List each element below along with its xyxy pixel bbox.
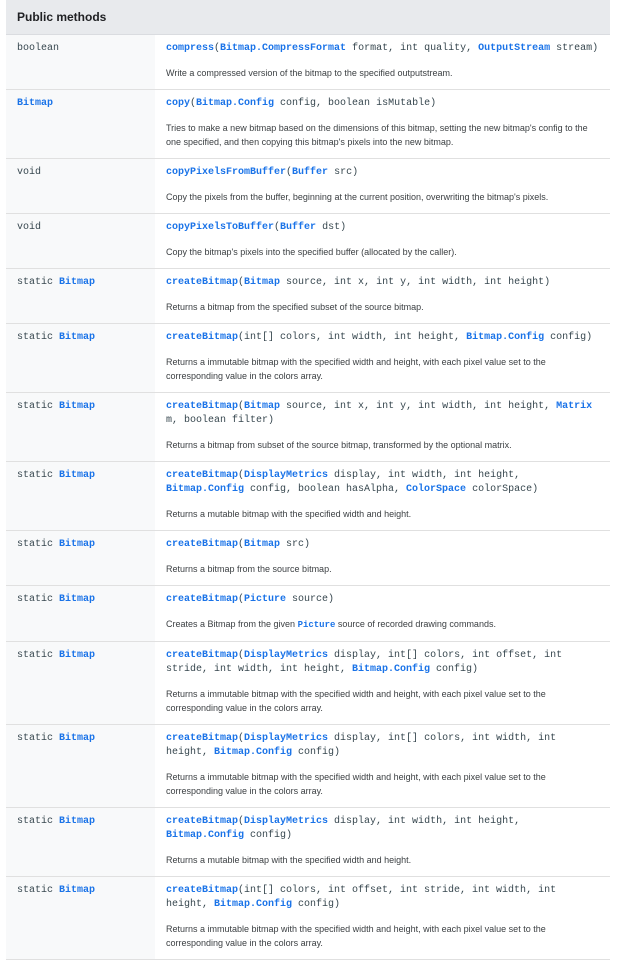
method-description [166, 853, 602, 867]
method-description [166, 507, 602, 521]
method-cell [155, 808, 610, 876]
description-text: Returns a bitmap from subset of the source bitmap, transformed by the optional matrix. [166, 440, 512, 450]
return-type-cell [6, 214, 155, 268]
signature-link[interactable]: Picture [244, 594, 287, 605]
method-signature [166, 42, 602, 56]
description-text: Returns a bitmap from the specified subset of the source bitmap. [166, 302, 424, 312]
description-text: Returns a mutable bitmap with the specified width and height. [166, 855, 412, 865]
method-description [166, 355, 602, 383]
method-description [166, 617, 602, 632]
method-cell [155, 214, 610, 268]
method-signature [166, 732, 602, 760]
description-link[interactable]: Picture [297, 620, 336, 630]
signature-link[interactable]: Bitmap.Config [196, 98, 275, 109]
signature-link[interactable]: Bitmap.Config [166, 830, 245, 841]
signature-link[interactable]: createBitmap [166, 277, 239, 288]
signature-link[interactable]: copyPixelsToBuffer [166, 222, 275, 233]
signature-text: source, int x, int y, int width, int height) [280, 277, 551, 288]
table-row [6, 642, 610, 725]
return-type-text: static [17, 332, 60, 343]
signature-link[interactable]: ColorSpace [406, 484, 467, 495]
table-row [6, 808, 610, 877]
method-description [166, 66, 602, 80]
signature-link[interactable]: createBitmap [166, 733, 239, 744]
signature-text: ( [238, 470, 245, 481]
method-description [166, 121, 602, 149]
signature-text: config) [292, 899, 341, 910]
signature-text: config) [430, 664, 479, 675]
method-signature [166, 469, 602, 497]
signature-text: ( [238, 277, 245, 288]
table-row [6, 214, 610, 269]
method-description [166, 562, 602, 576]
signature-text: source, int x, int y, int width, int height, [280, 401, 557, 412]
description-text: Tries to make a new bitmap based on the dimensions of this bitmap, setting the new bitmap's config to the one specified, and then copying this bitmap's pixels into the new bitmap. [166, 123, 588, 147]
signature-text: dst) [316, 222, 347, 233]
return-type-cell [6, 35, 155, 89]
return-type-text: static [17, 401, 60, 412]
return-type-link[interactable]: Bitmap [59, 650, 96, 661]
table-row [6, 35, 610, 90]
return-type-text: static [17, 470, 60, 481]
signature-text: config) [544, 332, 593, 343]
signature-link[interactable]: Bitmap [244, 277, 281, 288]
return-type-cell [6, 808, 155, 876]
signature-text: ( [190, 98, 197, 109]
signature-link[interactable]: OutputStream [478, 43, 551, 54]
method-description [166, 687, 602, 715]
signature-link[interactable]: Bitmap.Config [214, 747, 293, 758]
signature-link[interactable]: Bitmap [244, 539, 281, 550]
method-signature [166, 649, 602, 677]
description-text: Returns a immutable bitmap with the specified width and height, with each pixel value set to the corresponding value in the colors array. [166, 772, 546, 796]
signature-text: (int[] colors, int offset, int stride, int width, int height, [166, 885, 557, 910]
return-type-cell [6, 877, 155, 959]
signature-text: stream) [550, 43, 599, 54]
signature-link[interactable]: DisplayMetrics [244, 733, 329, 744]
signature-link[interactable]: Bitmap.Config [466, 332, 545, 343]
signature-link[interactable]: createBitmap [166, 650, 239, 661]
signature-text: src) [280, 539, 311, 550]
signature-text: format, int quality, [346, 43, 479, 54]
signature-link[interactable]: copyPixelsFromBuffer [166, 167, 287, 178]
method-signature [166, 884, 602, 912]
signature-link[interactable]: Buffer [292, 167, 329, 178]
description-text: Write a compressed version of the bitmap to the specified outputstream. [166, 68, 453, 78]
signature-link[interactable]: Bitmap.Config [214, 899, 293, 910]
return-type-cell [6, 462, 155, 530]
return-type-link[interactable]: Bitmap [59, 594, 96, 605]
signature-text: ( [286, 167, 293, 178]
signature-text: display, int width, int height, [328, 470, 521, 481]
signature-text: display, int width, int height, [328, 816, 521, 827]
signature-text: ( [214, 43, 221, 54]
method-signature [166, 221, 602, 235]
method-description [166, 438, 602, 452]
method-cell [155, 877, 610, 959]
table-title: Public methods [17, 10, 107, 24]
return-type-cell [6, 725, 155, 807]
method-description [166, 770, 602, 798]
signature-text: source) [286, 594, 335, 605]
return-type-cell [6, 324, 155, 392]
method-signature [166, 97, 602, 111]
signature-text: config, boolean hasAlpha, [244, 484, 407, 495]
method-cell [155, 35, 610, 89]
description-text: source of recorded drawing commands. [335, 619, 496, 629]
signature-link[interactable]: DisplayMetrics [244, 650, 329, 661]
signature-link[interactable]: DisplayMetrics [244, 470, 329, 481]
method-cell [155, 159, 610, 213]
return-type-text: boolean [17, 43, 60, 54]
return-type-text: static [17, 539, 60, 550]
return-type-link[interactable]: Bitmap [59, 277, 96, 288]
table-header [6, 0, 610, 35]
return-type-text: static [17, 885, 60, 896]
signature-link[interactable]: Buffer [280, 222, 317, 233]
method-signature [166, 593, 602, 607]
method-description [166, 245, 602, 259]
signature-link[interactable]: Bitmap.Config [166, 484, 245, 495]
signature-text: ( [238, 816, 245, 827]
method-cell [155, 531, 610, 585]
signature-link[interactable]: createBitmap [166, 401, 239, 412]
table-row [6, 324, 610, 393]
method-signature [166, 815, 602, 843]
return-type-link[interactable]: Bitmap [59, 332, 96, 343]
signature-text: config) [244, 830, 293, 841]
method-description [166, 300, 602, 314]
return-type-cell [6, 586, 155, 641]
return-type-text: void [17, 167, 42, 178]
table-row [6, 90, 610, 159]
signature-text: config) [292, 747, 341, 758]
return-type-cell [6, 90, 155, 158]
return-type-cell [6, 531, 155, 585]
return-type-cell [6, 269, 155, 323]
return-type-text: static [17, 650, 60, 661]
signature-link[interactable]: createBitmap [166, 885, 239, 896]
table-row [6, 462, 610, 531]
signature-text: display, int[] colors, int offset, int stride, int width, int height, [166, 650, 563, 675]
return-type-link[interactable]: Bitmap [59, 733, 96, 744]
method-signature [166, 166, 602, 180]
description-text: Returns a immutable bitmap with the specified width and height, with each pixel value set to the corresponding value in the colors array. [166, 924, 546, 948]
method-signature [166, 331, 602, 345]
return-type-text: static [17, 594, 60, 605]
signature-link[interactable]: createBitmap [166, 332, 239, 343]
public-methods-table [6, 0, 610, 960]
return-type-cell [6, 159, 155, 213]
return-type-cell [6, 642, 155, 724]
return-type-link[interactable]: Bitmap [17, 98, 54, 109]
signature-text: ( [238, 539, 245, 550]
table-row [6, 725, 610, 808]
table-row [6, 531, 610, 586]
table-row [6, 586, 610, 642]
method-description [166, 922, 602, 950]
method-signature [166, 538, 602, 552]
method-cell [155, 586, 610, 641]
method-cell [155, 90, 610, 158]
signature-text: ( [274, 222, 281, 233]
return-type-text: void [17, 222, 42, 233]
signature-link[interactable]: createBitmap [166, 594, 239, 605]
signature-link[interactable]: createBitmap [166, 816, 239, 827]
return-type-link[interactable]: Bitmap [59, 885, 96, 896]
method-cell [155, 324, 610, 392]
method-cell [155, 462, 610, 530]
table-row [6, 393, 610, 462]
signature-link[interactable]: createBitmap [166, 470, 239, 481]
return-type-link[interactable]: Bitmap [59, 816, 96, 827]
signature-link[interactable]: Bitmap.Config [352, 664, 431, 675]
signature-link[interactable]: createBitmap [166, 539, 239, 550]
description-text: Copy the bitmap's pixels into the specified buffer (allocated by the caller). [166, 247, 457, 257]
table-row [6, 159, 610, 214]
signature-link[interactable]: compress [166, 43, 215, 54]
signature-text: config, boolean isMutable) [274, 98, 437, 109]
return-type-cell [6, 393, 155, 461]
method-cell [155, 393, 610, 461]
signature-text: ( [238, 594, 245, 605]
signature-link[interactable]: Matrix [556, 401, 593, 412]
signature-text: display, int[] colors, int width, int height, [166, 733, 557, 758]
table-row [6, 269, 610, 324]
description-text: Copy the pixels from the buffer, beginning at the current position, overwriting the bitmap's pixels. [166, 192, 549, 202]
signature-link[interactable]: copy [166, 98, 191, 109]
method-cell [155, 269, 610, 323]
return-type-link[interactable]: Bitmap [59, 470, 96, 481]
description-text: Returns a immutable bitmap with the specified width and height, with each pixel value set to the corresponding value in the colors array. [166, 689, 546, 713]
signature-text: colorSpace) [466, 484, 539, 495]
description-text: Returns a bitmap from the source bitmap. [166, 564, 332, 574]
description-text: Returns a immutable bitmap with the specified width and height, with each pixel value set to the corresponding value in the colors array. [166, 357, 546, 381]
method-signature [166, 276, 602, 290]
signature-link[interactable]: Bitmap [244, 401, 281, 412]
method-description [166, 190, 602, 204]
description-text: Creates a Bitmap from the given [166, 619, 298, 629]
return-type-text: static [17, 733, 60, 744]
method-rows [6, 35, 610, 960]
signature-text: ( [238, 401, 245, 412]
method-cell [155, 642, 610, 724]
description-text: Returns a mutable bitmap with the specified width and height. [166, 509, 412, 519]
return-type-text: static [17, 816, 60, 827]
signature-link[interactable]: DisplayMetrics [244, 816, 329, 827]
signature-text: (int[] colors, int width, int height, [238, 332, 467, 343]
signature-link[interactable]: Bitmap.CompressFormat [220, 43, 347, 54]
method-signature [166, 400, 602, 428]
signature-text: ( [238, 733, 245, 744]
return-type-text: static [17, 277, 60, 288]
signature-text: m, boolean filter) [166, 415, 275, 426]
signature-text: src) [328, 167, 359, 178]
return-type-link[interactable]: Bitmap [59, 539, 96, 550]
signature-text: ( [238, 650, 245, 661]
table-row [6, 877, 610, 960]
method-cell [155, 725, 610, 807]
return-type-link[interactable]: Bitmap [59, 401, 96, 412]
